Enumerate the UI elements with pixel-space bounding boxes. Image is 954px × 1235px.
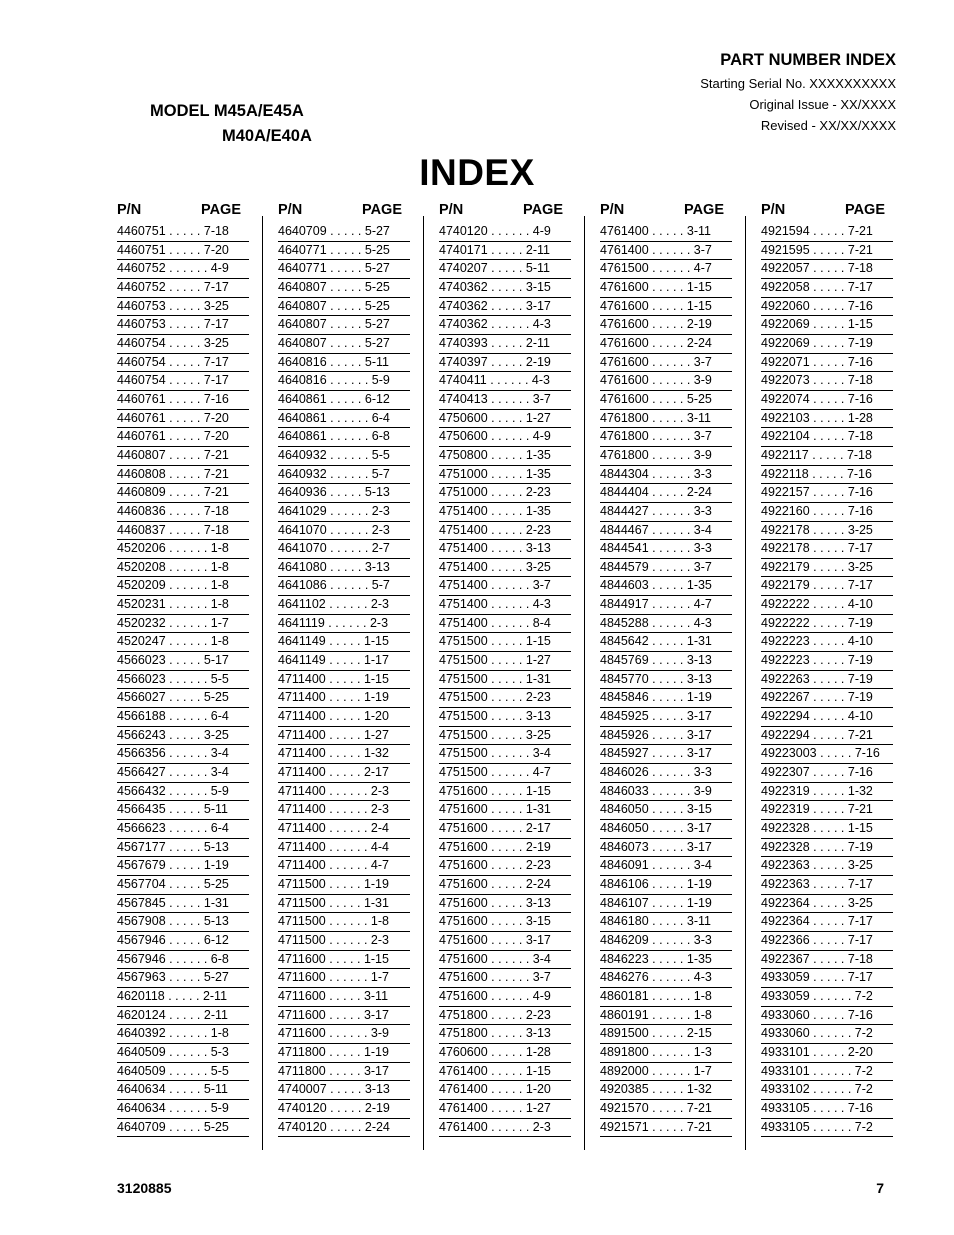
index-entry: 4846091 . . . . . . 3-4 [600,857,732,876]
index-entry: 4641080 . . . . . 3-13 [278,559,410,578]
index-entry: 4640509 . . . . . . 5-3 [117,1044,249,1063]
column-divider [262,216,263,1150]
index-entry: 4922294 . . . . . 4-10 [761,708,893,727]
index-entry: 4761400 . . . . . . 2-3 [439,1119,571,1138]
index-entry: 4933101 . . . . . . 7-2 [761,1063,893,1082]
column-header [117,202,249,222]
index-entry: 4567908 . . . . . 5-13 [117,913,249,932]
index-entry: 4845769 . . . . . 3-13 [600,652,732,671]
index-entry: 4460751 . . . . . 7-18 [117,223,249,242]
index-entry: 4567845 . . . . . 1-31 [117,895,249,914]
index-entry: 4922363 . . . . . 3-25 [761,857,893,876]
column-header [278,202,410,222]
index-entry: 4640634 . . . . . 5-11 [117,1081,249,1100]
index-entry: 4751400 . . . . . 2-23 [439,522,571,541]
index-entry: 4740393 . . . . . 2-11 [439,335,571,354]
page-header: PAGE [844,202,885,218]
model-line-1: MODEL M45A/E45A [150,102,304,120]
index-entry: 4711400 . . . . . . 2-3 [278,783,410,802]
index-entry: 4711800 . . . . . 1-19 [278,1044,410,1063]
index-entry: 4922328 . . . . . 7-19 [761,839,893,858]
index-entry: 4751600 . . . . . 3-13 [439,895,571,914]
index-entry: 4751400 . . . . . 3-13 [439,540,571,559]
index-entry: 4845770 . . . . . 3-13 [600,671,732,690]
index-entry: 4751600 . . . . . . 3-4 [439,951,571,970]
index-entry: 4566188 . . . . . . 6-4 [117,708,249,727]
index-entry: 4922160 . . . . . 7-16 [761,503,893,522]
index-entry: 4921570 . . . . . 7-21 [600,1100,732,1119]
index-entry: 4641119 . . . . . . 2-3 [278,615,410,634]
index-entry: 4846209 . . . . . . 3-3 [600,932,732,951]
index-entry: 4751000 . . . . . 2-23 [439,484,571,503]
index-entry: 4567704 . . . . . 5-25 [117,876,249,895]
index-entry: 4460761 . . . . . 7-16 [117,391,249,410]
index-entry: 4922328 . . . . . 1-15 [761,820,893,839]
index-entry: 4922118 . . . . . 7-16 [761,466,893,485]
index-entry: 4846026 . . . . . . 3-3 [600,764,732,783]
index-entry: 4846073 . . . . . 3-17 [600,839,732,858]
index-entry: 4711600 . . . . . . 3-9 [278,1025,410,1044]
index-entry: 4933102 . . . . . . 7-2 [761,1081,893,1100]
index-entry: 4751400 . . . . . . 4-3 [439,596,571,615]
index-entry: 4844541 . . . . . . 3-3 [600,540,732,559]
index-entry: 4711600 . . . . . 1-15 [278,951,410,970]
index-entry: 4761600 . . . . . . 3-9 [600,372,732,391]
index-entry: 4750800 . . . . . 1-35 [439,447,571,466]
index-entry: 4566243 . . . . . 3-25 [117,727,249,746]
index-entry: 4845846 . . . . . 1-19 [600,689,732,708]
index-entry: 4761800 . . . . . 3-11 [600,410,732,429]
column-header [600,202,732,222]
index-entry: 4711400 . . . . . 1-19 [278,689,410,708]
index-entry: 4460761 . . . . . 7-20 [117,410,249,429]
index-entry: 4520232 . . . . . . 1-7 [117,615,249,634]
index-entry: 4751600 . . . . . 2-19 [439,839,571,858]
index-entry: 4922179 . . . . . 3-25 [761,559,893,578]
index-entry: 4566023 . . . . . 5-17 [117,652,249,671]
index-entry: 49223003 . . . . . 7-16 [761,745,893,764]
index-entry: 4751600 . . . . . 2-23 [439,857,571,876]
index-entry: 4751600 . . . . . 2-24 [439,876,571,895]
index-entry: 4711400 . . . . . . 2-3 [278,801,410,820]
index-entry: 4751400 . . . . . . 3-7 [439,577,571,596]
index-entry: 4751400 . . . . . 1-35 [439,503,571,522]
index-entry: 4640807 . . . . . 5-25 [278,279,410,298]
index-entry: 4845925 . . . . . 3-17 [600,708,732,727]
index-entry: 4761400 . . . . . 1-20 [439,1081,571,1100]
index-entry: 4844603 . . . . . 1-35 [600,577,732,596]
pn-header: P/N [117,202,142,218]
index-entry: 4751500 . . . . . . 4-7 [439,764,571,783]
index-entry: 4933105 . . . . . 7-16 [761,1100,893,1119]
index-entry: 4566435 . . . . . 5-11 [117,801,249,820]
index-entry: 4751000 . . . . . 1-35 [439,466,571,485]
index-entry: 4922074 . . . . . 7-16 [761,391,893,410]
index-entry: 4920385 . . . . . 1-32 [600,1081,732,1100]
serial-line: Starting Serial No. XXXXXXXXXX [700,76,896,91]
index-entry: 4751600 . . . . . 1-31 [439,801,571,820]
original-issue-line: Original Issue - XX/XXXX [749,97,896,112]
index-entry: 4922319 . . . . . 1-32 [761,783,893,802]
index-entry: 4640771 . . . . . 5-25 [278,242,410,261]
index-entry: 4740411 . . . . . . 4-3 [439,372,571,391]
index-entry: 4460809 . . . . . 7-21 [117,484,249,503]
index-entry: 4740120 . . . . . . 4-9 [439,223,571,242]
index-entry: 4640709 . . . . . 5-27 [278,223,410,242]
page-header: PAGE [361,202,402,218]
index-entry: 4846180 . . . . . 3-11 [600,913,732,932]
index-entry: 4933101 . . . . . 2-20 [761,1044,893,1063]
index-entry: 4740171 . . . . . 2-11 [439,242,571,261]
index-entry: 4460761 . . . . . 7-20 [117,428,249,447]
index-entry: 4640932 . . . . . . 5-5 [278,447,410,466]
index-entry: 4640861 . . . . . . 6-8 [278,428,410,447]
index-entry: 4921571 . . . . . 7-21 [600,1119,732,1138]
index-entry: 4892000 . . . . . . 1-7 [600,1063,732,1082]
index-entry: 4640634 . . . . . . 5-9 [117,1100,249,1119]
index-entry: 4711600 . . . . . 3-11 [278,988,410,1007]
index-entry: 4740362 . . . . . . 4-3 [439,316,571,335]
index-entry: 4567963 . . . . . 5-27 [117,969,249,988]
index-entry: 4760600 . . . . . 1-28 [439,1044,571,1063]
index-entry: 4933059 . . . . . . 7-2 [761,988,893,1007]
index-entry: 4566432 . . . . . . 5-9 [117,783,249,802]
index-entry: 4922058 . . . . . 7-17 [761,279,893,298]
index-entry: 4520231 . . . . . . 1-8 [117,596,249,615]
index-entry: 4751500 . . . . . 1-27 [439,652,571,671]
index-entry: 4751600 . . . . . . 4-9 [439,988,571,1007]
index-entry: 4922223 . . . . . 7-19 [761,652,893,671]
index-entry: 4751800 . . . . . 2-23 [439,1007,571,1026]
index-entry: 4761600 . . . . . 1-15 [600,279,732,298]
index-entry: 4460751 . . . . . 7-20 [117,242,249,261]
index-entry: 4641149 . . . . . 1-15 [278,633,410,652]
index-entry: 4922178 . . . . . 7-17 [761,540,893,559]
index-entry: 4740120 . . . . . 2-24 [278,1119,410,1138]
index-entry: 4711400 . . . . . 1-15 [278,671,410,690]
index-entry: 4711800 . . . . . 3-17 [278,1063,410,1082]
index-entry: 4844304 . . . . . . 3-3 [600,466,732,485]
index-entry: 4751800 . . . . . 3-13 [439,1025,571,1044]
index-entry: 4567946 . . . . . . 6-8 [117,951,249,970]
index-entry: 4922363 . . . . . 7-17 [761,876,893,895]
index-entry: 4620118 . . . . . 2-11 [117,988,249,1007]
page-header: PAGE [683,202,724,218]
index-entry: 4846033 . . . . . . 3-9 [600,783,732,802]
index-entry: 4846050 . . . . . 3-17 [600,820,732,839]
index-entry: 4751500 . . . . . 3-25 [439,727,571,746]
index-entry: 4740207 . . . . . 5-11 [439,260,571,279]
index-entry: 4460807 . . . . . 7-21 [117,447,249,466]
index-entry: 4641070 . . . . . . 2-3 [278,522,410,541]
index-entry: 4846276 . . . . . . 4-3 [600,969,732,988]
index-entry: 4922178 . . . . . 3-25 [761,522,893,541]
index-entry: 4460753 . . . . . 7-17 [117,316,249,335]
index-entry: 4844917 . . . . . . 4-7 [600,596,732,615]
index-entry: 4751600 . . . . . 2-17 [439,820,571,839]
index-entry: 4640932 . . . . . . 5-7 [278,466,410,485]
index-entry: 4922073 . . . . . 7-18 [761,372,893,391]
index-entry: 4761600 . . . . . 1-15 [600,298,732,317]
index-entry: 4844427 . . . . . . 3-3 [600,503,732,522]
index-entry: 4460837 . . . . . 7-18 [117,522,249,541]
section-title: PART NUMBER INDEX [720,51,896,69]
index-entry: 4566427 . . . . . . 3-4 [117,764,249,783]
index-entry: 4751500 . . . . . 1-15 [439,633,571,652]
index-entry: 4751400 . . . . . . 8-4 [439,615,571,634]
pn-header: P/N [600,202,625,218]
index-entry: 4711600 . . . . . 3-17 [278,1007,410,1026]
index-entry: 4922103 . . . . . 1-28 [761,410,893,429]
header-block [700,51,896,133]
index-entry: 4846050 . . . . . 3-15 [600,801,732,820]
index-entry: 4711400 . . . . . 1-27 [278,727,410,746]
index-entry: 4845288 . . . . . . 4-3 [600,615,732,634]
index-entry: 4711500 . . . . . 1-19 [278,876,410,895]
index-entry: 4761600 . . . . . 2-19 [600,316,732,335]
index-entry: 4566027 . . . . . 5-25 [117,689,249,708]
page-header: PAGE [522,202,563,218]
index-entry: 4566356 . . . . . . 3-4 [117,745,249,764]
index-entry: 4740120 . . . . . 2-19 [278,1100,410,1119]
revised-line: Revised - XX/XX/XXXX [760,118,896,133]
pn-header: P/N [761,202,786,218]
index-entry: 4640807 . . . . . 5-25 [278,298,410,317]
index-entry: 4640807 . . . . . 5-27 [278,316,410,335]
column-header [439,202,571,222]
index-entry: 4640936 . . . . . 5-13 [278,484,410,503]
index-entry: 4751500 . . . . . . 3-4 [439,745,571,764]
index-entry: 4566623 . . . . . . 6-4 [117,820,249,839]
index-entry: 4620124 . . . . . 2-11 [117,1007,249,1026]
index-entry: 4922117 . . . . . 7-18 [761,447,893,466]
index-entry: 4922071 . . . . . 7-16 [761,354,893,373]
index-entry: 4640392 . . . . . . 1-8 [117,1025,249,1044]
index-entry: 4922223 . . . . . 4-10 [761,633,893,652]
index-entry: 4761600 . . . . . 5-25 [600,391,732,410]
index-entry: 4845927 . . . . . 3-17 [600,745,732,764]
index-entry: 4460808 . . . . . 7-21 [117,466,249,485]
index-entry: 4751500 . . . . . 1-31 [439,671,571,690]
index-entry: 4740397 . . . . . 2-19 [439,354,571,373]
index-entry: 4640771 . . . . . 5-27 [278,260,410,279]
index-entry: 4740413 . . . . . . 3-7 [439,391,571,410]
index-entry: 4845926 . . . . . 3-17 [600,727,732,746]
index-entry: 4520209 . . . . . . 1-8 [117,577,249,596]
index-entry: 4761800 . . . . . . 3-9 [600,447,732,466]
index-entry: 4520247 . . . . . . 1-8 [117,633,249,652]
index-entry: 4921594 . . . . . 7-21 [761,223,893,242]
index-entry: 4761400 . . . . . . 3-7 [600,242,732,261]
index-entry: 4761400 . . . . . 1-27 [439,1100,571,1119]
index-entry: 4711400 . . . . . 2-17 [278,764,410,783]
index-entry: 4933060 . . . . . 7-16 [761,1007,893,1026]
index-entry: 4860191 . . . . . . 1-8 [600,1007,732,1026]
index-entry: 4641086 . . . . . . 5-7 [278,577,410,596]
index-entry: 4922267 . . . . . 7-19 [761,689,893,708]
index-entry: 4922057 . . . . . 7-18 [761,260,893,279]
index-entry: 4922104 . . . . . 7-18 [761,428,893,447]
index-entry: 4751500 . . . . . 2-23 [439,689,571,708]
index-entry: 4761800 . . . . . . 3-7 [600,428,732,447]
index-entry: 4641102 . . . . . . 2-3 [278,596,410,615]
pn-header: P/N [439,202,464,218]
index-entry: 4460752 . . . . . 7-17 [117,279,249,298]
index-entry: 4845642 . . . . . 1-31 [600,633,732,652]
index-entry: 4460754 . . . . . 7-17 [117,354,249,373]
index-entry: 4711400 . . . . . . 4-7 [278,857,410,876]
index-entry: 4922069 . . . . . 7-19 [761,335,893,354]
index-entry: 4640816 . . . . . . 5-9 [278,372,410,391]
index-entry: 4933105 . . . . . . 7-2 [761,1119,893,1138]
index-entry: 4567946 . . . . . 6-12 [117,932,249,951]
index-entry: 4711600 . . . . . . 1-7 [278,969,410,988]
index-entry: 4640861 . . . . . . 6-4 [278,410,410,429]
model-line-2: M40A/E40A [222,127,312,145]
index-entry: 4460754 . . . . . 7-17 [117,372,249,391]
index-entry: 4922294 . . . . . 7-21 [761,727,893,746]
column-divider [745,216,746,1150]
index-entry: 4922364 . . . . . 7-17 [761,913,893,932]
column-divider [423,216,424,1150]
index-entry: 4566023 . . . . . . 5-5 [117,671,249,690]
column-divider [584,216,585,1150]
index-entry: 4641070 . . . . . . 2-7 [278,540,410,559]
index-entry: 4460753 . . . . . 3-25 [117,298,249,317]
index-entry: 4751600 . . . . . 3-17 [439,932,571,951]
index-entry: 4520208 . . . . . . 1-8 [117,559,249,578]
index-entry: 4922263 . . . . . 7-19 [761,671,893,690]
index-entry: 4711400 . . . . . . 2-4 [278,820,410,839]
index-entry: 4711500 . . . . . . 1-8 [278,913,410,932]
index-entry: 4740007 . . . . . 3-13 [278,1081,410,1100]
index-entry: 4711500 . . . . . 1-31 [278,895,410,914]
index-entry: 4460752 . . . . . . 4-9 [117,260,249,279]
index-entry: 4740362 . . . . . 3-17 [439,298,571,317]
index-entry: 4750600 . . . . . . 4-9 [439,428,571,447]
index-entry: 4922307 . . . . . 7-16 [761,764,893,783]
index-entry: 4761600 . . . . . 2-24 [600,335,732,354]
index-entry: 4641149 . . . . . 1-17 [278,652,410,671]
index-entry: 4761400 . . . . . 1-15 [439,1063,571,1082]
index-entry: 4751600 . . . . . 1-15 [439,783,571,802]
index-entry: 4922060 . . . . . 7-16 [761,298,893,317]
index-entry: 4711500 . . . . . . 2-3 [278,932,410,951]
index-entry: 4922367 . . . . . 7-18 [761,951,893,970]
page-header: PAGE [200,202,241,218]
index-entry: 4520206 . . . . . . 1-8 [117,540,249,559]
index-entry: 4860181 . . . . . . 1-8 [600,988,732,1007]
index-entry: 4460836 . . . . . 7-18 [117,503,249,522]
index-entry: 4922222 . . . . . 7-19 [761,615,893,634]
index-entry: 4711400 . . . . . . 4-4 [278,839,410,858]
index-entry: 4750600 . . . . . 1-27 [439,410,571,429]
index-entry: 4922222 . . . . . 4-10 [761,596,893,615]
index-entry: 4640816 . . . . . 5-11 [278,354,410,373]
index-entry: 4891500 . . . . . 2-15 [600,1025,732,1044]
index-entry: 4567679 . . . . . 1-19 [117,857,249,876]
index-entry: 4891800 . . . . . . 1-3 [600,1044,732,1063]
index-entry: 4922319 . . . . . 7-21 [761,801,893,820]
index-entry: 4922179 . . . . . 7-17 [761,577,893,596]
index-entry: 4751600 . . . . . . 3-7 [439,969,571,988]
column-header [761,202,893,222]
index-entry: 4933060 . . . . . . 7-2 [761,1025,893,1044]
index-entry: 4844467 . . . . . . 3-4 [600,522,732,541]
pn-header: P/N [278,202,303,218]
index-entry: 4922364 . . . . . 3-25 [761,895,893,914]
index-entry: 4846223 . . . . . 1-35 [600,951,732,970]
index-entry: 4922069 . . . . . 1-15 [761,316,893,335]
index-entry: 4751400 . . . . . 3-25 [439,559,571,578]
index-entry: 4751600 . . . . . 3-15 [439,913,571,932]
index-entry: 4567177 . . . . . 5-13 [117,839,249,858]
index-entry: 4640807 . . . . . 5-27 [278,335,410,354]
index-entry: 4740362 . . . . . 3-15 [439,279,571,298]
index-entry: 4641029 . . . . . . 2-3 [278,503,410,522]
index-entry: 4640509 . . . . . . 5-5 [117,1063,249,1082]
doc-number: 3120885 [117,1180,172,1196]
index-entry: 4846106 . . . . . 1-19 [600,876,732,895]
index-entry: 4844579 . . . . . . 3-7 [600,559,732,578]
index-entry: 4922157 . . . . . 7-16 [761,484,893,503]
index-entry: 4761600 . . . . . . 3-7 [600,354,732,373]
index-title: INDEX [419,152,535,193]
index-entry: 4761500 . . . . . . 4-7 [600,260,732,279]
page-number: 7 [876,1180,884,1196]
index-entry: 4921595 . . . . . 7-21 [761,242,893,261]
index-entry: 4640709 . . . . . 5-25 [117,1119,249,1138]
index-entry: 4460754 . . . . . 3-25 [117,335,249,354]
index-entry: 4922366 . . . . . 7-17 [761,932,893,951]
index-entry: 4761400 . . . . . 3-11 [600,223,732,242]
index-entry: 4846107 . . . . . 1-19 [600,895,732,914]
index-entry: 4933059 . . . . . 7-17 [761,969,893,988]
index-entry: 4844404 . . . . . 2-24 [600,484,732,503]
index-entry: 4711400 . . . . . 1-32 [278,745,410,764]
index-entry: 4640861 . . . . . 6-12 [278,391,410,410]
index-entry: 4751500 . . . . . 3-13 [439,708,571,727]
index-entry: 4711400 . . . . . 1-20 [278,708,410,727]
